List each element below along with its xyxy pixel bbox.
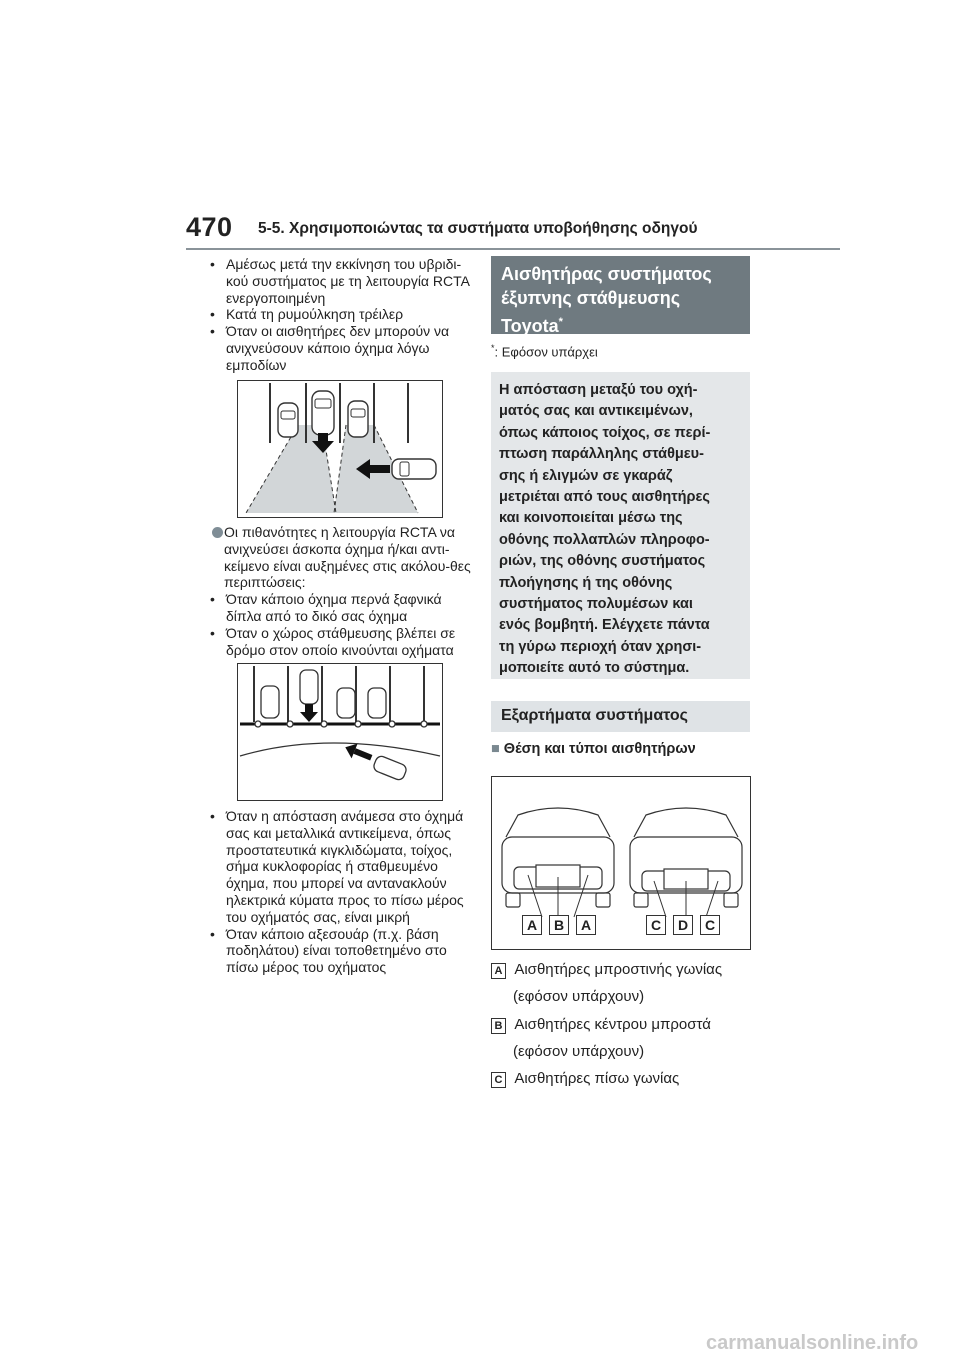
legend-item-a: A Αισθητήρες μπροστινής γωνίας (εφόσον υπάρχουν) (491, 956, 761, 1010)
sensor-label: C (700, 915, 720, 935)
sub-heading: Εξαρτήματα συστήματος (491, 701, 750, 732)
front-sensor-labels (522, 915, 596, 935)
sensor-label: A (522, 915, 542, 935)
list-item: • Όταν κάποιο όχημα περνά ξαφνικά δίπλα από το δικό σας όχημα (210, 591, 442, 624)
list-item: • Όταν οι αισθητήρες δεν μπορούν να ανιχνεύσουν κάποιο όχημα λόγω εμποδίων (210, 323, 450, 373)
circle-bullet-icon (212, 527, 223, 538)
sensor-label: A (576, 915, 596, 935)
list-item: • Αμέσως μετά την εκκίνηση του υβριδι-κού συστήματος με τη λειτουργία RCTA ενεργοποιημένη (210, 256, 470, 306)
sensor-label: B (549, 915, 569, 935)
rear-sensor-labels (646, 915, 720, 935)
list-item: Οι πιθανότητες η λειτουργία RCTA να ανιχνεύσει άσκοπα όχημα ή/και αντι-κείμενο είναι αυξημένες στις ακόλου-θες περιπτώσεις: (203, 524, 473, 591)
availability-footnote: *: Εφόσον υπάρχει (491, 343, 598, 360)
header-divider (186, 248, 840, 250)
info-box: Η απόσταση μεταξύ του οχή- ματός σας και αντικειμένων, όπως κάποιος τοίχος, σε περί- πτωση παράλληλης στάθμευ- σης ή ελιγμών σε γκαράζ μετριέται από τους αισθητήρες και κοινοποιείται μέσω της οθόνης πολλαπλών πληροφο- ριών, της οθόνης συστήματος πλοήγησης ή της οθόνης συστήματος πολυμέσων και ενός βομβητή. Ελέγχετε πάντα τη γύρω περιοχή όταν χρησι- μοποιείτε αυτό το σύστημα. (491, 372, 750, 679)
list-item: • Όταν ο χώρος στάθμευσης βλέπει σε δρόμο στον οποίο κινούνται οχήματα (210, 624, 456, 658)
rcta-parking-figure (237, 380, 443, 518)
page-number: 470 (186, 212, 233, 242)
sensor-position-title: ■ Θέση και τύποι αισθητήρων (491, 741, 696, 757)
main-heading: Αισθητήρας συστήματος έξυπνης στάθμευσης Toyota* (491, 256, 750, 334)
circle-paragraph (203, 524, 473, 658)
square-bullet-icon: ■ (491, 741, 500, 757)
legend-item-b: B Αισθητήρες κέντρου μπροστά (εφόσον υπάρχουν) (491, 1011, 761, 1065)
list-item: • Όταν κάποιο αξεσουάρ (π.χ. βάση ποδηλάτου) είναι τοποθετημένο στο πίσω μέρος του οχήματος (210, 925, 447, 976)
sensor-location-figure (491, 776, 751, 950)
legend-letter: C (491, 1072, 506, 1088)
list-item: • Κατά τη ρυμούλκηση τρέιλερ (210, 306, 404, 323)
watermark: carmanualsonline.info (706, 1332, 919, 1354)
bullet-list-1 (203, 256, 473, 374)
section-title: 5-5. Χρησιμοποιώντας τα συστήματα υποβοήθησης οδηγού (258, 220, 698, 237)
bullet-list-3 (203, 808, 473, 976)
road-parking-figure (237, 663, 443, 801)
parking-scene-illustration (238, 381, 442, 517)
sensor-label: C (646, 915, 666, 935)
legend-letter: B (491, 1018, 506, 1034)
legend-item-c: C Αισθητήρες πίσω γωνίας (491, 1065, 761, 1092)
sensor-label: D (673, 915, 693, 935)
list-item: • Όταν η απόσταση ανάμεσα στο όχημά σας και μεταλλικά αντικείμενα, όπως προστατευτικά κιγκλιδώματα, τοίχος, σήμα κυκλοφορίας ή σταθμευμένο όχημα, που μπορεί να αντανακλούν ηλεκτρικά κύματα προς το πίσω μέρος του οχήματός σας, είναι μικρή (210, 808, 464, 925)
legend-letter: A (491, 963, 506, 979)
road-scene-illustration (238, 664, 442, 800)
